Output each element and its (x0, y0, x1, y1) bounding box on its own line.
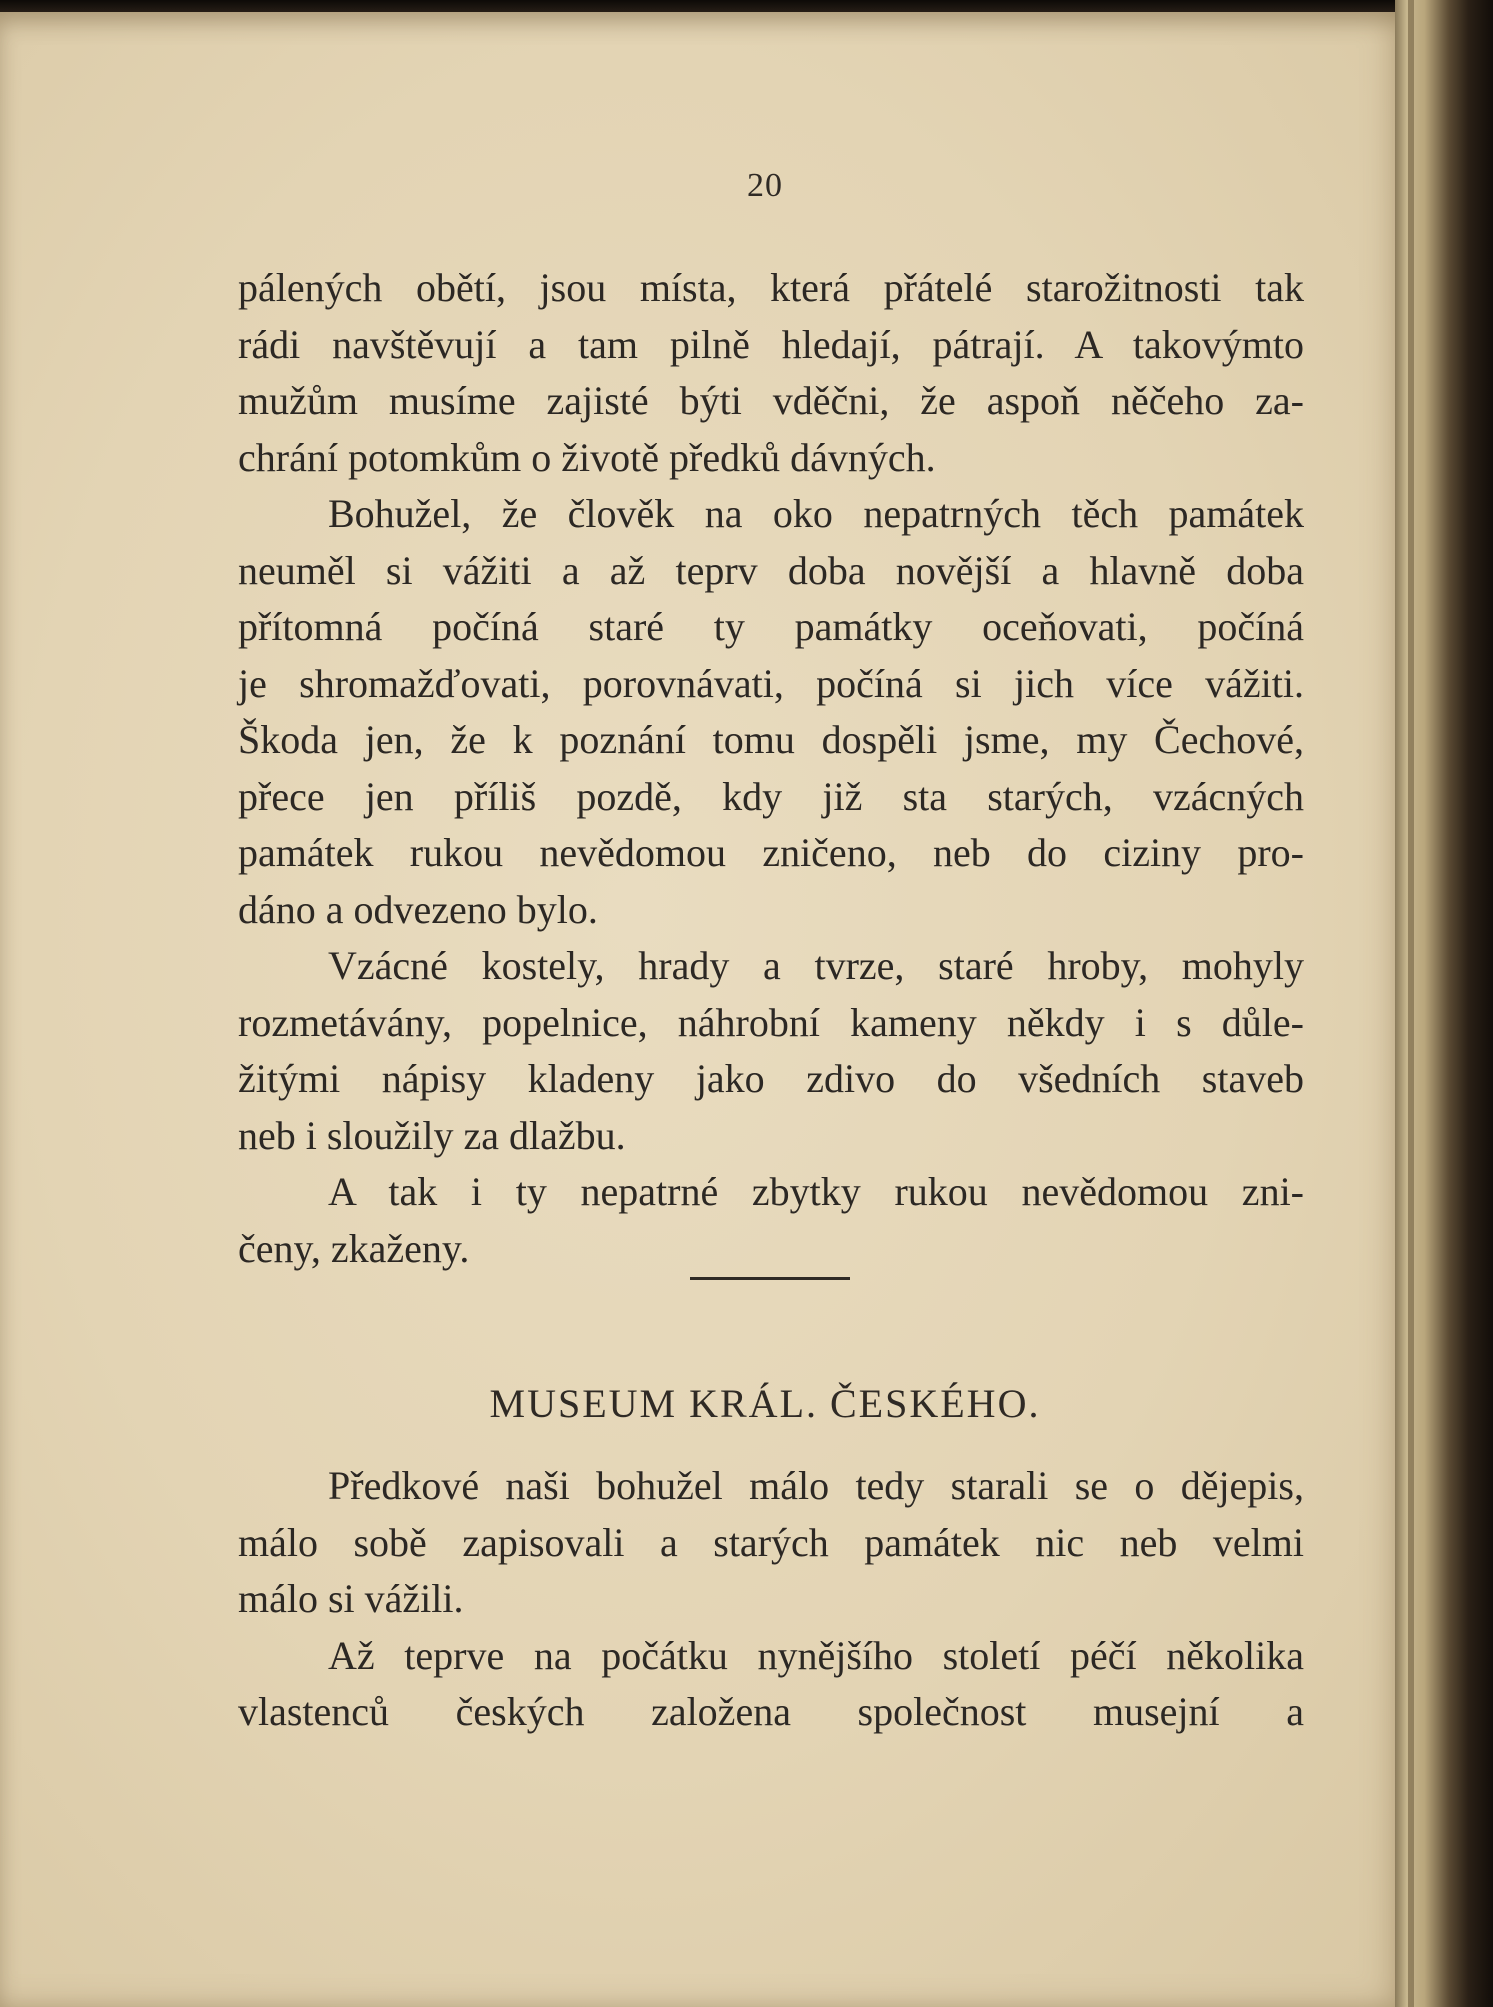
text-line: čeny, zkaženy. (238, 1225, 470, 1271)
text-line: přítomná počíná staré ty památky oceňovati, počíná (238, 604, 1304, 649)
text-line: málo si vážili. (238, 1576, 464, 1621)
text-line: Bohužel, že člověk na oko nepatrných těch památek (328, 491, 1304, 536)
text-line: A tak i ty nepatrné zbytky rukou nevědomou zni- (328, 1169, 1304, 1214)
text-line: málo sobě zapisovali a starých památek nic neb velmi (238, 1519, 1304, 1565)
text-line: dáno a odvezeno bylo. (238, 886, 598, 932)
text-line: neuměl si vážiti a až teprv doba novější a hlavně doba (238, 547, 1304, 593)
page-number: 20 (747, 167, 783, 204)
binding-stripe (1408, 0, 1414, 2007)
text-line: Vzácné kostely, hrady a tvrze, staré hroby, mohyly (328, 943, 1304, 988)
text-line: žitými nápisy kladeny jako zdivo do všedních staveb (238, 1056, 1304, 1101)
text-line: rozmetávány, popelnice, náhrobní kameny někdy i s důle- (238, 999, 1304, 1045)
text-line: pálených obětí, jsou místa, která přátelé starožitnosti tak (238, 265, 1304, 310)
body-text-section-1 (238, 260, 1304, 1277)
text-line: je shromažďovati, porovnávati, počíná si jich více vážiti. (238, 660, 1304, 706)
body-text-section-2 (238, 1458, 1304, 1741)
text-line: mužům musíme zajisté býti vděčni, že aspoň něčeho za- (238, 378, 1304, 423)
text-line: neb i sloužily za dlažbu. (238, 1112, 626, 1158)
text-line: Škoda jen, že k poznání tomu dospěli jsme, my Čechové, (238, 717, 1304, 762)
text-line: chrání potomkům o životě předků dávných. (238, 434, 936, 480)
section-heading: MUSEUM KRÁL. ČESKÉHO. (489, 1381, 1041, 1426)
text-line: památek rukou nevědomou zničeno, neb do ciziny pro- (238, 830, 1304, 875)
text-line: Až teprve na počátku nynějšího století péčí několika (328, 1632, 1304, 1678)
text-line: Předkové naši bohužel málo tedy starali se o dějepis, (328, 1463, 1304, 1508)
book-page (0, 12, 1410, 2007)
text-line: rádi navštěvují a tam pilně hledají, pátrají. A takovýmto (238, 321, 1304, 367)
section-divider (690, 1277, 850, 1280)
text-line: vlastenců českých založena společnost musejní a (238, 1689, 1304, 1734)
text-line: přece jen příliš pozdě, kdy již sta starých, vzácných (238, 773, 1304, 819)
